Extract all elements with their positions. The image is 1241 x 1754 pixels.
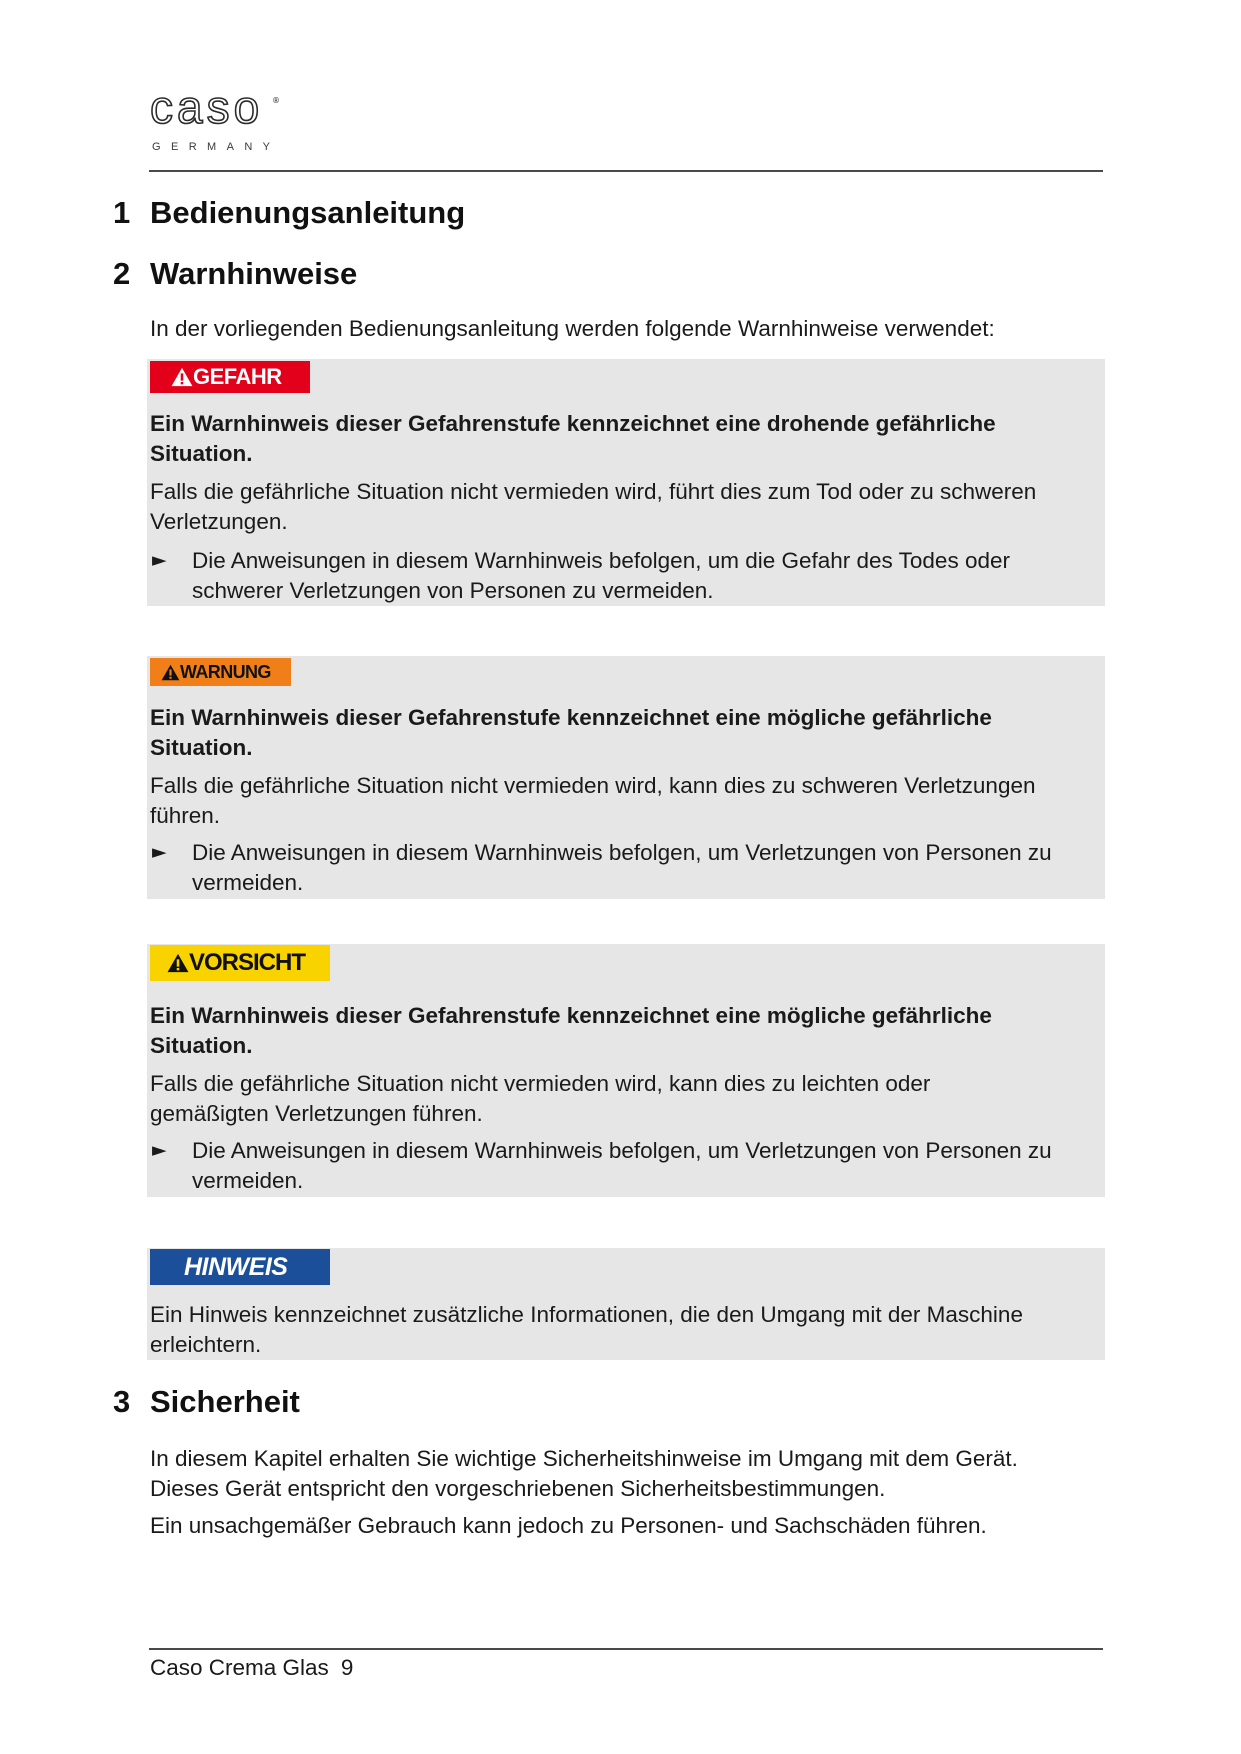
chapter-title: Warnhinweise xyxy=(150,256,358,291)
warning-consequence xyxy=(150,771,1036,830)
notice-badge xyxy=(150,1249,330,1285)
text-line: Situation. xyxy=(150,1032,253,1058)
caso-logo xyxy=(150,81,290,160)
danger-consequence xyxy=(150,477,1036,536)
text-line: führen. xyxy=(150,802,221,828)
chapter-title: Bedienungsanleitung xyxy=(150,195,466,230)
text-line: Falls die gefährliche Situation nicht vermieden wird, kann dies zu leichten oder xyxy=(150,1071,931,1096)
chapter-title: Sicherheit xyxy=(150,1384,300,1419)
text-line: Ein Warnhinweis dieser Gefahrenstufe kennzeichnet eine mögliche gefährliche xyxy=(150,1003,992,1028)
warning-badge-label: WARNUNG xyxy=(180,661,271,682)
text-line: Ein Warnhinweis dieser Gefahrenstufe kennzeichnet eine drohende gefährliche xyxy=(150,411,996,436)
text-line: Dieses Gerät entspricht den vorgeschriebenen Sicherheitsbestimmungen. xyxy=(150,1475,886,1501)
text-line: Die Anweisungen in diesem Warnhinweis befolgen, um die Gefahr des Todes oder xyxy=(192,548,1010,573)
logo-registered-mark: ® xyxy=(272,96,280,105)
caution-badge-label: VORSICHT xyxy=(189,949,306,976)
instruction-text xyxy=(192,546,1010,605)
chapter-number: 3 xyxy=(113,1384,131,1419)
warning-heading xyxy=(150,703,992,762)
chapter-3-heading xyxy=(0,1382,1241,1422)
warning-triangle-icon xyxy=(167,953,189,973)
text-line: Ein Hinweis kennzeichnet zusätzliche Informationen, die den Umgang mit der Maschine xyxy=(150,1302,1023,1327)
page-number: 9 xyxy=(340,1655,354,1680)
text-line: Situation. xyxy=(150,734,253,760)
warnings-intro: In der vorliegenden Bedienungsanleitung werden folgende Warnhinweise verwendet: xyxy=(150,316,995,341)
danger-heading xyxy=(150,409,996,468)
chapter-1-heading xyxy=(0,193,1241,233)
instruction-text xyxy=(192,1136,1052,1195)
text-line: Falls die gefährliche Situation nicht vermieden wird, kann dies zu schweren Verletzungen xyxy=(150,773,1036,798)
bullet-arrow-icon: ► xyxy=(152,1139,167,1161)
footer-rule xyxy=(149,1648,1103,1650)
chapter-number: 2 xyxy=(113,256,131,291)
warning-badge xyxy=(150,658,291,686)
logo-tagline: GERMANY xyxy=(152,141,281,153)
bullet-arrow-icon: ► xyxy=(152,549,167,571)
page-footer xyxy=(150,1653,353,1683)
text-line: gemäßigten Verletzungen führen. xyxy=(150,1100,483,1126)
text-line: In diesem Kapitel erhalten Sie wichtige Sicherheitshinweise im Umgang mit dem Gerät. xyxy=(150,1446,1018,1471)
text-line: Ein Warnhinweis dieser Gefahrenstufe kennzeichnet eine mögliche gefährliche xyxy=(150,705,992,730)
safety-paragraph-2: Ein unsachgemäßer Gebrauch kann jedoch zu Personen- und Sachschäden führen. xyxy=(150,1513,987,1538)
text-line: erleichtern. xyxy=(150,1331,262,1357)
warning-triangle-icon xyxy=(161,664,180,681)
bullet-arrow-icon: ► xyxy=(152,841,167,863)
chapter-2-heading xyxy=(0,254,1241,294)
safety-paragraph-1 xyxy=(150,1444,1018,1503)
text-line: Die Anweisungen in diesem Warnhinweis befolgen, um Verletzungen von Personen zu xyxy=(192,840,1052,865)
text-line: vermeiden. xyxy=(192,869,304,895)
instruction-text xyxy=(192,838,1052,897)
danger-badge xyxy=(150,361,310,393)
text-line: Verletzungen. xyxy=(150,508,288,534)
text-line: vermeiden. xyxy=(192,1167,304,1193)
text-line: Die Anweisungen in diesem Warnhinweis befolgen, um Verletzungen von Personen zu xyxy=(192,1138,1052,1163)
notice-badge-label: HINWEIS xyxy=(184,1252,288,1281)
warning-triangle-icon xyxy=(171,367,193,387)
caution-consequence xyxy=(150,1069,930,1128)
chapter-number: 1 xyxy=(113,195,131,230)
caution-badge xyxy=(150,945,330,981)
caution-heading xyxy=(150,1001,992,1060)
text-line: Falls die gefährliche Situation nicht vermieden wird, führt dies zum Tod oder zu schweren xyxy=(150,479,1037,504)
logo-brand: caso xyxy=(150,81,264,133)
danger-badge-label: GEFAHR xyxy=(193,364,282,389)
notice-text xyxy=(150,1300,1023,1359)
header-rule xyxy=(149,170,1103,172)
footer-product-name: Caso Crema Glas xyxy=(150,1655,329,1680)
text-line: schwerer Verletzungen von Personen zu vermeiden. xyxy=(192,577,714,603)
text-line: Situation. xyxy=(150,440,253,466)
